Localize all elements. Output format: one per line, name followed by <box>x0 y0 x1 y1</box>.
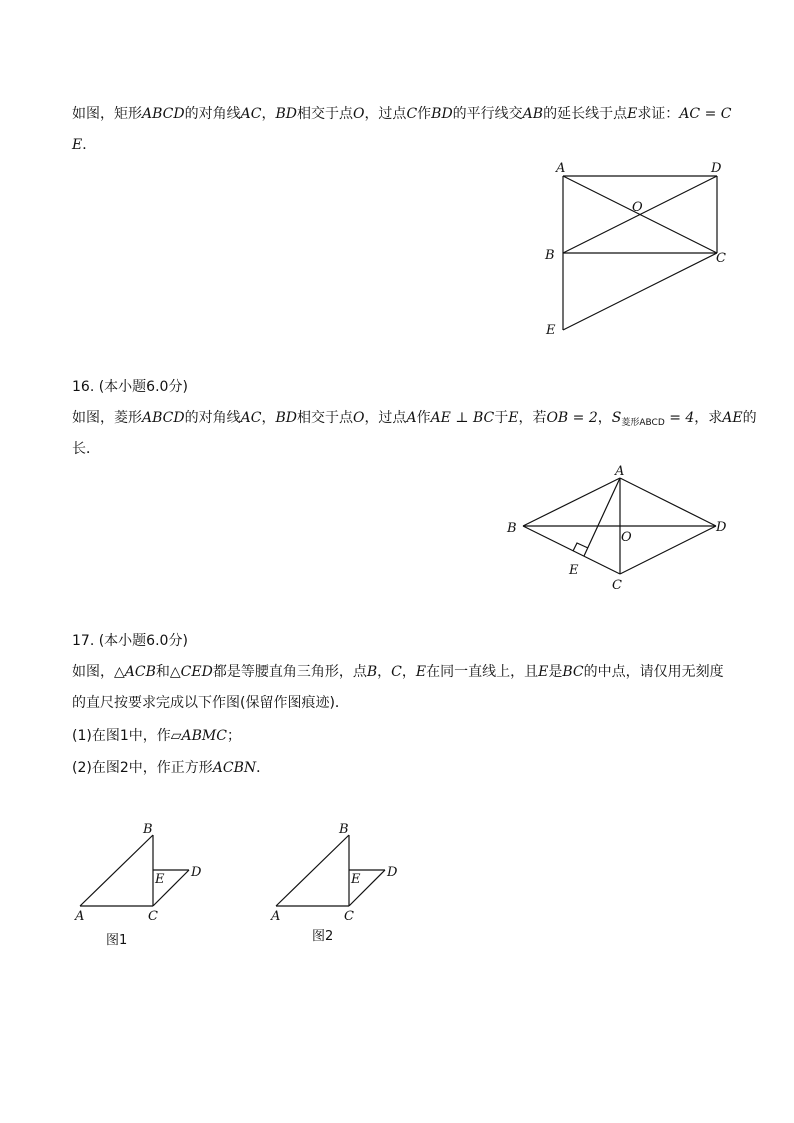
q17-header: 17. (本小题6.0分) <box>72 633 188 649</box>
label-E: E <box>546 323 556 338</box>
segment-CE <box>563 253 717 330</box>
label-C: C <box>612 578 622 593</box>
segment-AB <box>276 835 349 906</box>
label-E: E <box>155 872 165 887</box>
label-D: D <box>716 520 727 535</box>
label-D: D <box>191 865 202 880</box>
segment-AE <box>584 478 620 556</box>
q17-part2: (2)在图2中，作正方形ACBN． <box>72 760 271 776</box>
segment-DC <box>620 526 716 574</box>
label-B: B <box>339 822 349 837</box>
label-A: A <box>271 909 281 924</box>
figure-caption: 图1 <box>106 933 128 948</box>
q17-figure-2 <box>266 815 416 955</box>
label-E: E <box>569 563 579 578</box>
label-D: D <box>711 161 722 176</box>
figure-caption: 图2 <box>312 929 334 944</box>
label-D: D <box>387 865 398 880</box>
q17-figure-1 <box>70 815 220 955</box>
label-C: C <box>716 251 726 266</box>
q15-text-line1: 如图，矩形ABCD的对角线AC，BD相交于点O，过点C作BD的平行线交AB的延长线于点E求证：AC = C <box>72 106 732 122</box>
right-angle-mark <box>573 543 588 551</box>
label-A: A <box>615 464 625 479</box>
label-O: O <box>632 200 643 215</box>
segment-AB <box>80 835 153 906</box>
label-E: E <box>351 872 361 887</box>
q15-text-line2: E． <box>72 137 97 153</box>
q17-part1: (1)在图1中，作▱ABMC； <box>72 728 241 744</box>
segment-AB <box>523 478 620 526</box>
q15-rectangle-figure <box>540 158 740 343</box>
q17-text-line1: 如图，△ACB和△CED都是等腰直角三角形，点B，C，E在同一直线上，且E是BC的中点，请仅用无刻度 <box>72 664 724 680</box>
label-A: A <box>75 909 85 924</box>
q16-header: 16. (本小题6.0分) <box>72 379 188 395</box>
segment-AD <box>620 478 716 526</box>
label-C: C <box>344 909 354 924</box>
label-B: B <box>507 521 517 536</box>
q16-text-line1: 如图，菱形ABCD的对角线AC，BD相交于点O，过点A作AE ⊥ BC于E，若OB = 2，$S_{菱形ABCD} = 4$，求AE的 <box>72 410 757 428</box>
label-C: C <box>148 909 158 924</box>
label-O: O <box>621 530 632 545</box>
q17-text-line2: 的直尺按要求完成以下作图(保留作图痕迹)． <box>72 695 349 711</box>
label-A: A <box>556 161 566 176</box>
q16-rhombus-figure <box>500 460 740 595</box>
q16-text-line2: 长． <box>72 441 100 457</box>
label-B: B <box>545 248 555 263</box>
label-B: B <box>143 822 153 837</box>
